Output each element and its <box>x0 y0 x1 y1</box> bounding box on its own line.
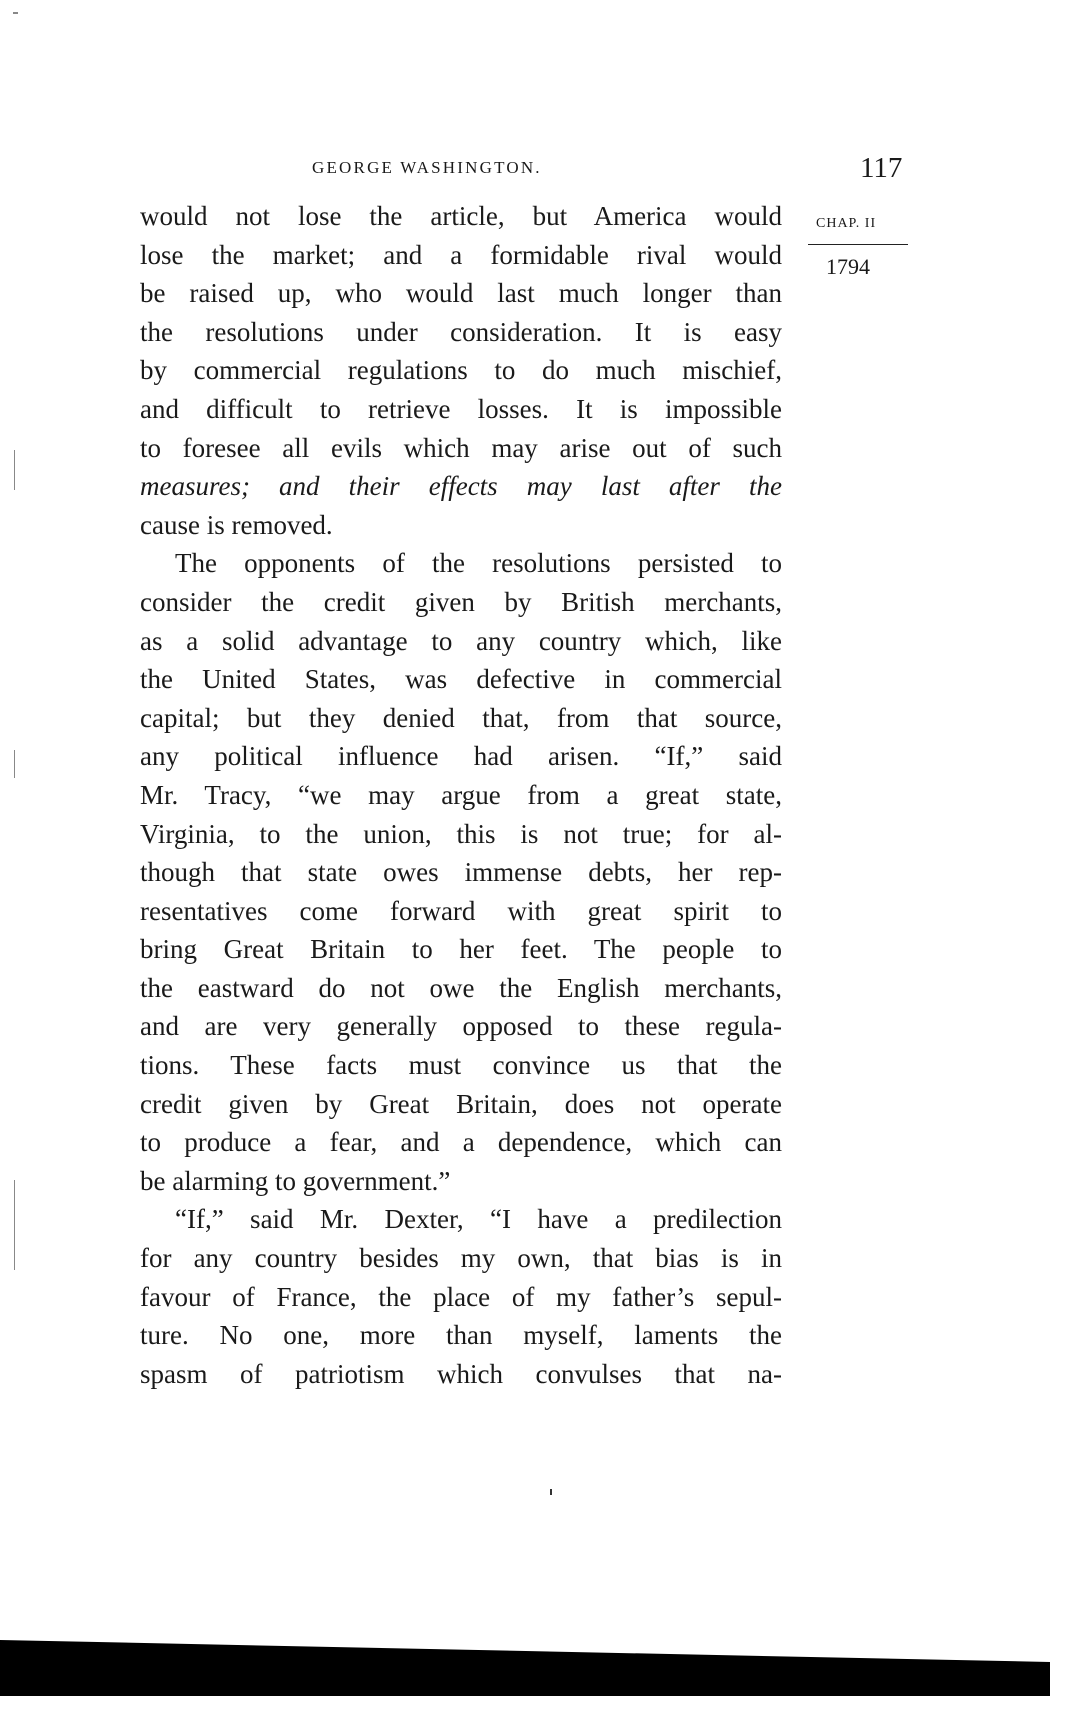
text-line: consider the credit given by British merchants, <box>140 586 782 617</box>
text-line: and difficult to retrieve losses. It is impossible <box>140 393 782 424</box>
text-line: bring Great Britain to her feet. The people to <box>140 934 782 965</box>
text-line: “If,” said Mr. Dexter, “I have a predilection <box>175 1204 782 1235</box>
text-line: would not lose the article, but America would <box>140 201 782 231</box>
marginal-rule <box>808 244 908 245</box>
scan-speck <box>14 750 15 778</box>
text-line: favour of France, the place of my father’s sepul- <box>140 1281 782 1312</box>
text-line: any political influence had arisen. “If,” said <box>140 741 782 772</box>
text-line: as a solid advantage to any country which, like <box>140 625 782 656</box>
text-line: lose the market; and a formidable rival would <box>140 239 782 270</box>
text-line: Virginia, to the union, this is not true; for al- <box>140 818 782 849</box>
text-line: and are very generally opposed to these regula- <box>140 1011 782 1042</box>
text-line: spasm of patriotism which convulses that na- <box>140 1358 782 1389</box>
text-line: the United States, was defective in commercial <box>140 664 782 695</box>
text-line: for any country besides my own, that bias is in <box>140 1243 782 1274</box>
text-line: be raised up, who would last much longer than <box>140 278 782 309</box>
scan-speck <box>13 12 18 14</box>
year-marginal-note: 1794 <box>826 254 870 279</box>
text-line: tions. These facts must convince us that the <box>140 1050 782 1081</box>
scan-speck <box>14 1180 15 1270</box>
text-line: Mr. Tracy, “we may argue from a great state, <box>140 779 782 810</box>
scan-edge-bar <box>0 1632 1050 1696</box>
text-line: though that state owes immense debts, her rep- <box>140 857 782 888</box>
scan-speck <box>550 1489 552 1495</box>
text-line: The opponents of the resolutions persisted to <box>175 548 782 579</box>
text-line: resentatives come forward with great spirit to <box>140 895 782 926</box>
text-line: be alarming to government.” <box>140 1165 451 1196</box>
text-line: capital; but they denied that, from that source, <box>140 702 782 733</box>
scan-speck <box>14 450 15 490</box>
text-line: credit given by Great Britain, does not operate <box>140 1088 782 1119</box>
text-line: ture. No one, more than myself, laments the <box>140 1320 782 1351</box>
page-number: 117 <box>860 152 903 184</box>
text-line: the eastward do not owe the English merchants, <box>140 972 782 1003</box>
text-line: to produce a fear, and a dependence, which can <box>140 1127 782 1158</box>
text-line: by commercial regulations to do much mischief, <box>140 355 782 386</box>
text-line: to foresee all evils which may arise out of such <box>140 432 782 463</box>
text-line: cause is removed. <box>140 509 333 540</box>
text-line: measures; and their effects may last after the <box>140 471 782 502</box>
running-head: GEORGE WASHINGTON. <box>312 158 542 177</box>
body-text <box>140 197 782 1393</box>
chapter-marginal-note: CHAP. II <box>816 216 877 231</box>
text-line: the resolutions under consideration. It is easy <box>140 316 782 347</box>
